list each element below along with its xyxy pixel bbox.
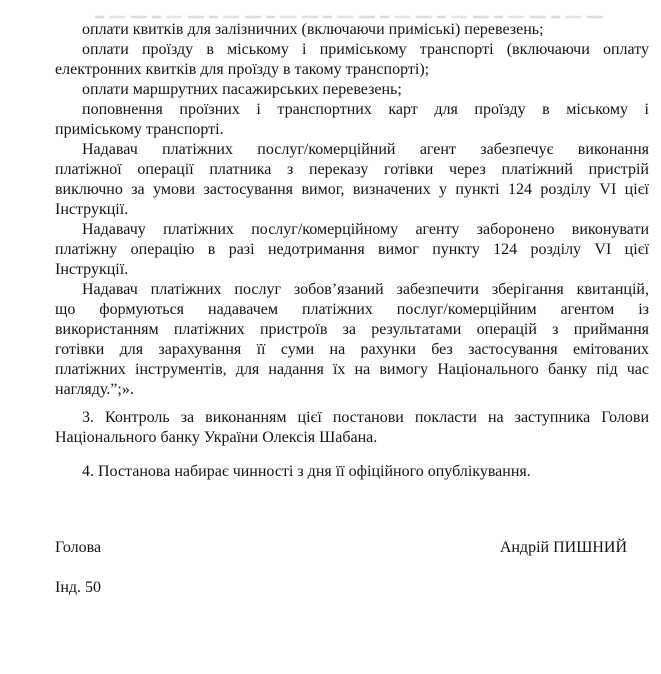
text-line: поповнення проїзних і транспортних карт для проїзду в міському і [82,101,649,118]
text-line: Інструкції. [55,261,129,278]
signature-row [55,538,649,558]
cropped-text-remnant [95,12,604,18]
text-line: електронних квитків для проїзду в такому транспорті); [55,61,430,78]
text-line: оплати маршрутних пасажирських перевезень; [82,81,402,98]
text-line: 3. Контроль за виконанням цієї постанови покласти на заступника Голови [82,409,649,426]
index-note: Інд. 50 [55,579,102,596]
signature-title: Голова [55,539,102,556]
text-line: використанням платіжних пристроїв за результатами операцій з приймання [55,321,649,338]
text-line: Надавачу платіжних послуг/комерційному агенту заборонено виконувати [82,221,649,238]
text-line: 4. Постанова набирає чинності з дня її офіційного опублікування. [82,463,531,480]
text-line: нагляду.”;». [55,381,134,398]
text-line: платіжну операцію в разі недотримання вимог пункту 124 розділу VI цієї [55,241,649,258]
text-line: платіжних інструментів, для надання їх на вимогу Національного банку під час [55,361,649,378]
text-line: приміському транспорті. [55,121,224,138]
text-line: платіжної операції платника з переказу готівки через платіжний пристрій [55,161,649,178]
signature-name: Андрій ПИШНИЙ [499,539,627,556]
text-line: оплати проїзду в міському і приміському транспорті (включаючи оплату [82,41,649,58]
document-body [55,20,649,482]
text-line: що формуються надавачем платіжних послуг/комерційним агентом із [55,301,649,318]
text-line: Інструкції. [55,201,129,218]
text-line: виключно за умови застосування вимог, визначених у пункті 124 розділу VI цієї [55,181,649,198]
text-line: Національного банку України Олексія Шабана. [55,429,378,446]
text-line: оплати квитків для залізничних (включаючи приміські) перевезень; [82,21,544,38]
text-line: готівки для зарахування її суми на рахунки без застосування емітованих [55,341,649,358]
text-line: Надавач платіжних послуг зобов’язаний забезпечити зберігання квитанцій, [82,281,649,298]
document-page [55,0,649,598]
text-line: Надавач платіжних послуг/комерційний агент забезпечує виконання [82,141,649,158]
